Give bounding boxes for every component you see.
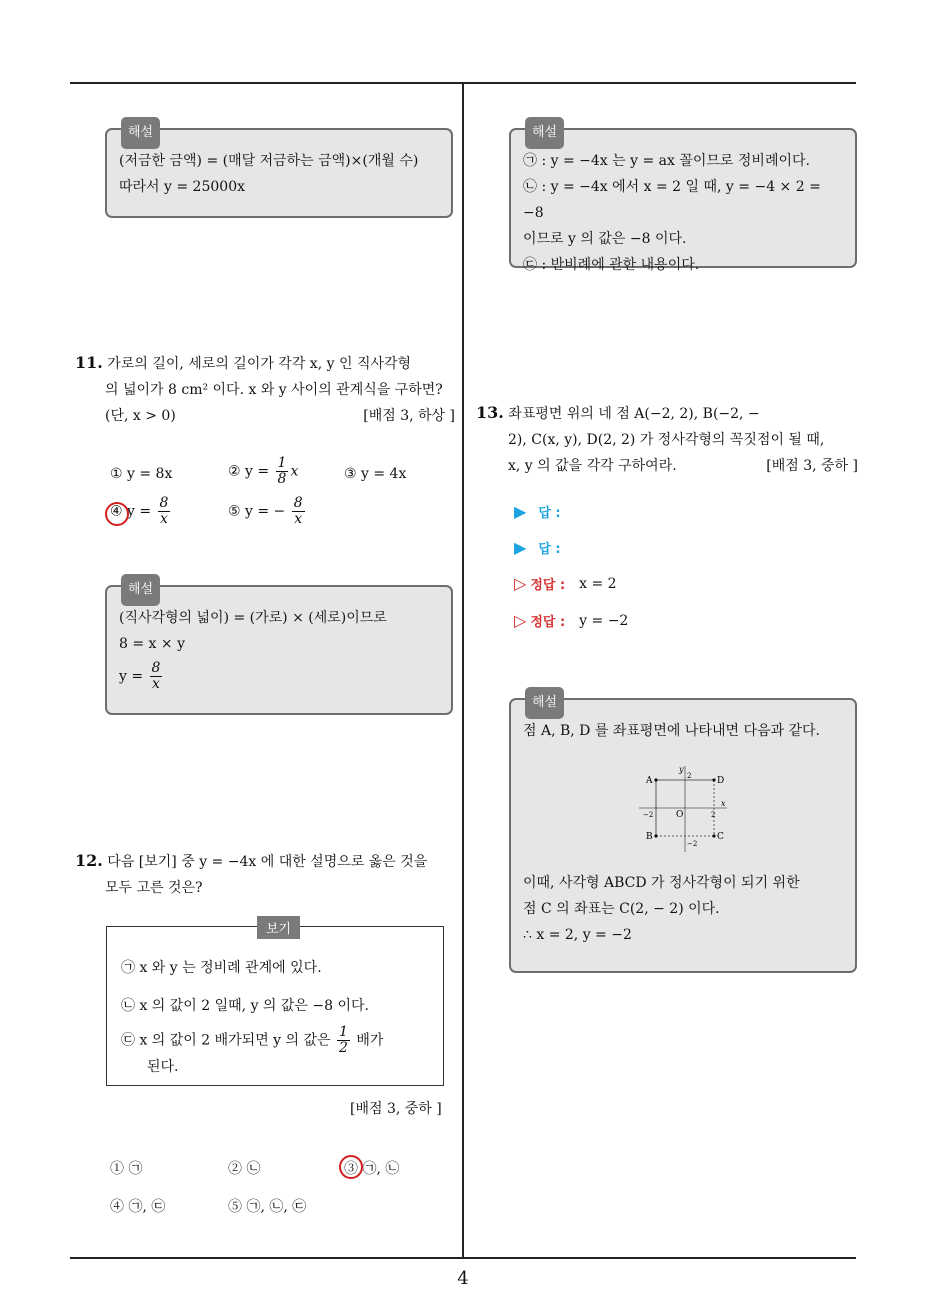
choice-text: x xyxy=(290,463,299,480)
solution-line: ∴ x = 2, y = −2 xyxy=(523,927,632,943)
question-number: 12. xyxy=(75,851,103,870)
bogi-item: ㉠ x 와 y 는 정비례 관계에 있다. xyxy=(121,960,322,976)
question-text: 좌표평면 위의 네 점 A(−2, 2), B(−2, − xyxy=(508,406,760,422)
choice-3[interactable]: ③ y = 4x xyxy=(344,466,407,482)
point-d xyxy=(712,778,715,781)
answer-label: 답 : xyxy=(538,506,561,521)
fraction xyxy=(292,496,305,527)
solution-line: 점 C 의 좌표는 C(2, − 2) 이다. xyxy=(523,901,720,917)
question-line xyxy=(75,403,455,429)
choice-1[interactable]: ① y = 8x xyxy=(110,466,173,482)
question-text: x, y 의 값을 각각 구하여라. xyxy=(508,458,677,474)
numerator: 1 xyxy=(339,1024,348,1040)
point-b xyxy=(654,834,657,837)
tick-x-neg2: −2 xyxy=(643,811,654,819)
choice-2[interactable] xyxy=(228,456,298,487)
question-line xyxy=(476,400,858,427)
question-line xyxy=(476,453,858,479)
solution-line: (직사각형의 넓이) = (가로) × (세로)이므로 xyxy=(119,610,387,626)
label-a: A xyxy=(646,776,653,786)
solution-box-q11 xyxy=(105,582,453,715)
choice-4[interactable]: ④ ㉠, ㉢ xyxy=(110,1199,166,1215)
point-a xyxy=(654,778,657,781)
choice-5[interactable]: ⑤ ㉠, ㉡, ㉢ xyxy=(228,1199,307,1215)
denominator: x xyxy=(152,676,160,692)
selected-answer-mark xyxy=(339,1155,363,1179)
correct-answer-row-2 xyxy=(514,611,628,630)
question-11 xyxy=(75,350,455,429)
point-c xyxy=(712,834,715,837)
tick-y-neg2: −2 xyxy=(687,840,698,848)
question-line xyxy=(75,350,455,377)
numerator: 8 xyxy=(151,660,161,676)
tick-x-2: 2 xyxy=(711,811,716,819)
coordinate-graph xyxy=(639,764,739,854)
correct-label: 정답 : xyxy=(530,578,566,593)
solution-text: y = xyxy=(119,668,144,685)
denominator: x xyxy=(160,511,168,527)
question-number: 13. xyxy=(476,403,504,422)
triangle-icon: ▶ xyxy=(514,502,527,521)
solution-line: 8 = x × y xyxy=(119,636,185,652)
selected-answer-mark xyxy=(105,502,129,526)
choice-2[interactable]: ② ㉡ xyxy=(228,1161,261,1177)
question-text: 모두 고른 것은? xyxy=(105,880,203,896)
choice-1[interactable]: ① ㉠ xyxy=(110,1161,143,1177)
question-meta: [배점 3, 중하 ] xyxy=(766,458,858,474)
question-text: 2), C(x, y), D(2, 2) 가 정사각형의 꼭짓점이 될 때, xyxy=(508,432,825,448)
solution-line: ㉡ : y = −4x 에서 x = 2 일 때, y = −4 × 2 = −8 xyxy=(523,179,821,221)
question-text: 가로의 길이, 세로의 길이가 각각 x, y 인 직사각형 xyxy=(107,356,412,372)
question-12 xyxy=(75,848,460,901)
triangle-outline-icon: ▷ xyxy=(514,574,527,593)
fraction xyxy=(158,496,171,527)
question-13 xyxy=(476,400,858,479)
fraction xyxy=(337,1025,350,1056)
solution-line: 이므로 y 의 값은 −8 이다. xyxy=(523,231,687,247)
triangle-outline-icon: ▷ xyxy=(514,611,527,630)
denominator: 8 xyxy=(277,471,287,487)
solution-line xyxy=(119,661,441,692)
numerator: 8 xyxy=(159,495,169,511)
label-y-axis: y xyxy=(679,765,684,774)
question-meta: [배점 3, 하상 ] xyxy=(363,408,455,424)
denominator: 2 xyxy=(339,1040,348,1056)
solution-box-q10 xyxy=(105,125,453,218)
question-text: 의 넓이가 8 cm² 이다. x 와 y 사이의 관계식을 구하면? xyxy=(105,382,443,398)
solution-box-q13 xyxy=(509,695,857,973)
numerator: 1 xyxy=(277,455,287,471)
bogi-text: 된다. xyxy=(147,1059,179,1075)
solution-tag: 해설 xyxy=(121,117,160,149)
denominator: x xyxy=(294,511,303,527)
fraction xyxy=(276,456,289,487)
solution-tag: 해설 xyxy=(525,117,564,149)
solution-box-q12 xyxy=(509,125,857,273)
choice-text: ④ y = xyxy=(110,503,152,520)
bogi-text: ㉢ x 의 값이 2 배가되면 y 의 값은 xyxy=(121,1032,331,1049)
numerator: 8 xyxy=(293,495,303,511)
correct-answer-row-1 xyxy=(514,574,617,593)
correct-value: x = 2 xyxy=(579,575,617,592)
label-x-axis: x xyxy=(721,799,726,808)
bogi-text: 배가 xyxy=(356,1032,384,1049)
bogi-tag: 보기 xyxy=(257,916,300,939)
choice-5[interactable] xyxy=(228,496,307,527)
solution-line: ㉢ : 반비례에 관한 내용이다. xyxy=(523,257,700,273)
solution-line: ㉠ : y = −4x 는 y = ax 꼴이므로 정비례이다. xyxy=(523,153,810,169)
bogi-box xyxy=(106,922,444,1086)
label-origin: O xyxy=(676,810,684,820)
solution-line: (저금한 금액) = (매달 저금하는 금액)×(개월 수) xyxy=(119,153,419,169)
question-text: 다음 [보기] 중 y = −4x 에 대한 설명으로 옳은 것을 xyxy=(107,854,428,870)
label-d: D xyxy=(717,776,725,786)
label-c: C xyxy=(717,832,724,842)
choice-text: ② y = xyxy=(228,463,270,480)
solution-line: 이때, 사각형 ABCD 가 정사각형이 되기 위한 xyxy=(523,875,800,891)
choice-text: ⑤ y = − xyxy=(228,503,286,520)
question-condition: (단, x > 0) xyxy=(105,408,176,424)
question-number: 11. xyxy=(75,353,103,372)
bogi-item xyxy=(121,1025,383,1076)
tick-y-2: 2 xyxy=(687,772,692,780)
correct-label: 정답 : xyxy=(530,615,566,630)
label-b: B xyxy=(646,832,653,842)
question-meta: [배점 3, 중하 ] xyxy=(350,1101,442,1117)
answer-label: 답 : xyxy=(538,542,561,557)
solution-tag: 해설 xyxy=(525,687,564,719)
triangle-icon: ▶ xyxy=(514,538,527,557)
correct-value: y = −2 xyxy=(579,612,629,629)
bogi-item: ㉡ x 의 값이 2 일때, y 의 값은 −8 이다. xyxy=(121,998,369,1014)
choice-3[interactable]: ③ ㉠, ㉡ xyxy=(344,1161,400,1177)
bottom-rule xyxy=(70,1257,856,1259)
fraction xyxy=(150,661,163,692)
page-number: 4 xyxy=(457,1268,469,1289)
answer-row-2[interactable] xyxy=(514,538,577,557)
column-divider xyxy=(462,83,464,1258)
solution-line: 따라서 y = 25000x xyxy=(119,179,245,195)
question-line xyxy=(75,848,460,875)
solution-tag: 해설 xyxy=(121,574,160,606)
solution-line: 점 A, B, D 를 좌표평면에 나타내면 다음과 같다. xyxy=(523,723,820,739)
answer-row-1[interactable] xyxy=(514,502,577,521)
